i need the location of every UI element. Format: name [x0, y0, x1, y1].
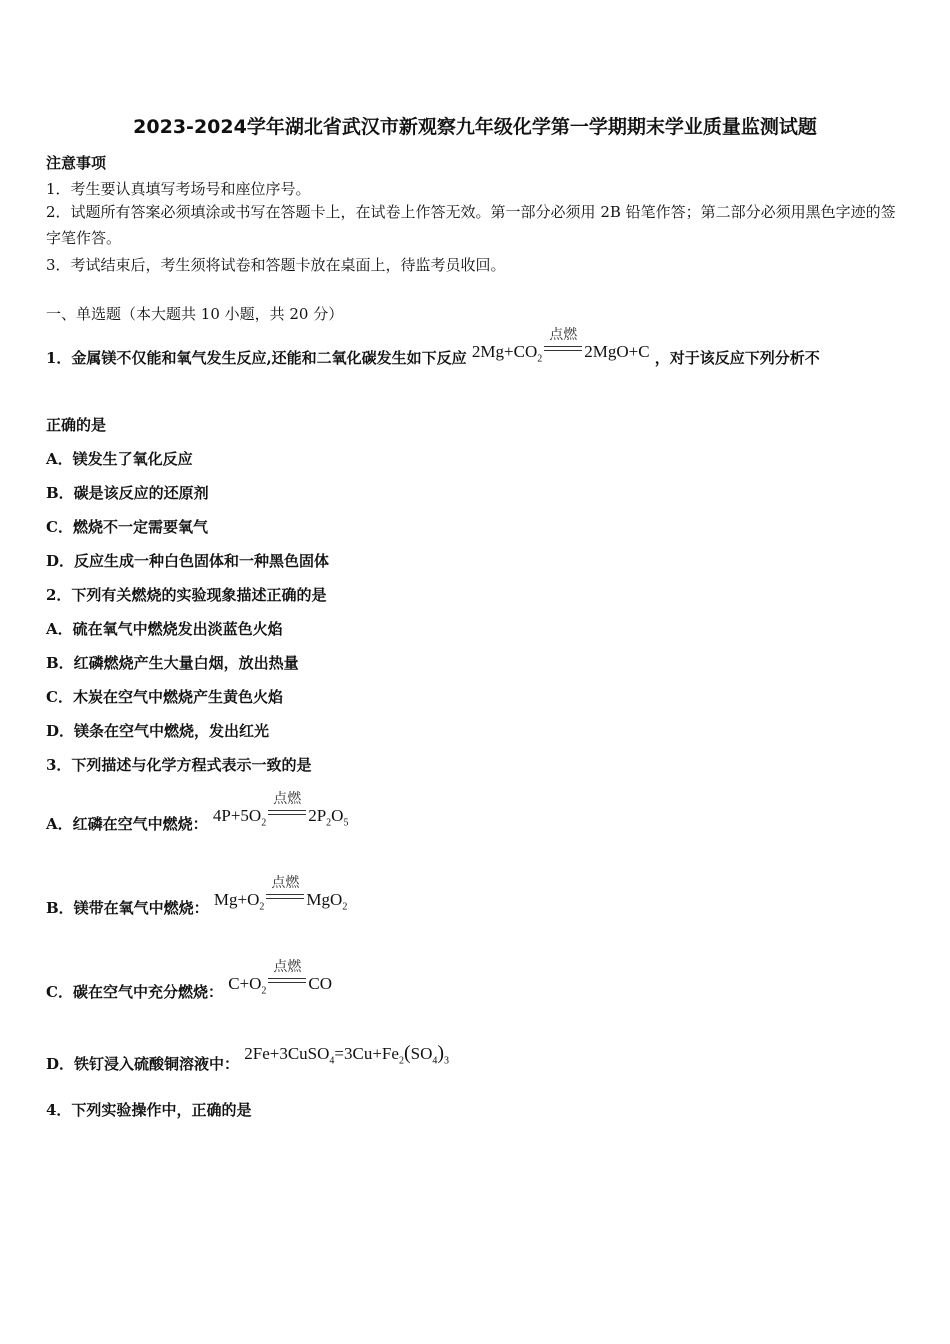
q3-c-equation: $C+O_2$ 点燃 CO: [228, 959, 333, 997]
notice-item-3: 3．考试结束后，考生须将试卷和答题卡放在桌面上，待监考员收回。: [46, 256, 506, 274]
reaction-arrow-icon: 点燃: [266, 892, 304, 902]
q1-eq-left: 2Mg+CO: [471, 342, 538, 361]
q1-option-a: A．镁发生了氧化反应: [46, 450, 193, 468]
notice-heading: 注意事项: [46, 154, 107, 172]
question-3-stem: 3．下列描述与化学方程式表示一致的是: [46, 756, 312, 774]
q3-option-d: [46, 1042, 450, 1076]
reaction-arrow-icon: [544, 327, 582, 354]
question-2-stem: 2．下列有关燃烧的实验现象描述正确的是: [46, 586, 327, 604]
q1-equation: [471, 327, 650, 365]
notice-item-2: 2．试题所有答案必须填涂或书写在答题卡上，在试卷上作答无效。第一部分必须用 2B 铅笔作答；第二部分必须用黑色字迹的签字笔作答。: [46, 203, 896, 247]
q1-eq-right: 2MgO+C: [584, 342, 650, 361]
q3-option-a-label: A．红磷在空气中燃烧：: [46, 815, 208, 833]
q3-a-equation: $4P+5O_2$ 点燃 $2P_2O_5$: [212, 791, 349, 829]
q1-option-b: B．碳是该反应的还原剂: [46, 484, 209, 502]
notice-item-1: 1．考生要认真填写考场号和座位序号。: [46, 180, 311, 198]
q3-option-c-label: C．碳在空气中充分燃烧：: [46, 983, 223, 1001]
page-title: 2023-2024学年湖北省武汉市新观察九年级化学第一学期期末学业质量监测试题: [133, 116, 817, 138]
q1-eq-condition: 点燃: [549, 327, 578, 343]
question-4-stem: 4．下列实验操作中，正确的是: [46, 1101, 252, 1119]
q3-option-b-label: B．镁带在氧气中燃烧：: [46, 899, 209, 917]
reaction-arrow-icon: 点燃: [268, 976, 306, 986]
q3-b-equation: $Mg+O_2$ 点燃 MgO$_2$: [213, 875, 348, 913]
q1-option-d: D．反应生成一种白色固体和一种黑色固体: [46, 552, 330, 570]
q2-option-d: D．镁条在空气中燃烧，发出红光: [46, 722, 270, 740]
q1-eq-left-sub: 2: [537, 353, 543, 365]
q1-option-c: C．燃烧不一定需要氧气: [46, 518, 208, 536]
q1-stem-cont: 正确的是: [46, 416, 107, 434]
reaction-arrow-icon: 点燃: [268, 808, 306, 818]
question-1-stem: [46, 327, 820, 370]
section-heading: 一、单选题（本大题共 10 小题，共 20 分）: [46, 305, 344, 323]
q1-stem-before: 1．金属镁不仅能和氧气发生反应,还能和二氧化碳发生如下反应: [46, 349, 467, 367]
q2-option-c: C．木炭在空气中燃烧产生黄色火焰: [46, 688, 283, 706]
q2-option-a: A．硫在氧气中燃烧发出淡蓝色火焰: [46, 620, 283, 638]
q3-option-b: [46, 875, 348, 920]
q3-option-c: [46, 959, 333, 1004]
q3-option-a: [46, 791, 349, 836]
q1-stem-after: ，对于该反应下列分析不: [654, 349, 820, 367]
q3-d-equation: $2Fe+3CuSO_4=3Cu+Fe_2(SO_4)_3$: [244, 1042, 450, 1067]
q2-option-b: B．红磷燃烧产生大量白烟，放出热量: [46, 654, 299, 672]
q3-option-d-label: D．铁钉浸入硫酸铜溶液中：: [46, 1055, 240, 1073]
